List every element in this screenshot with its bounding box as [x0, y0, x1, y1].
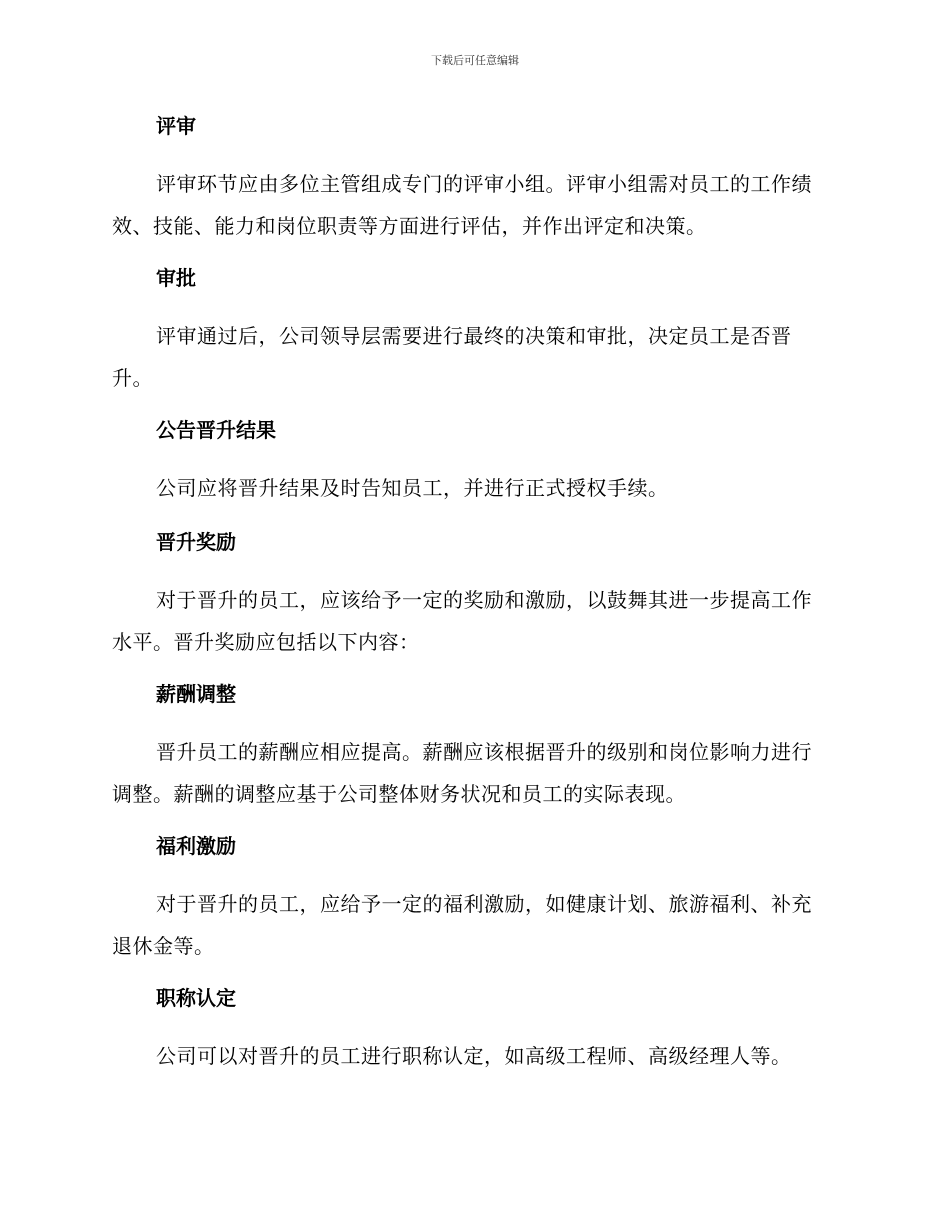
section-heading-title-certification: 职称认定 — [156, 986, 236, 1010]
section-heading-approval: 审批 — [156, 266, 196, 290]
section-heading-salary-adjustment: 薪酬调整 — [156, 682, 236, 706]
section-paragraph-review: 评审环节应由多位主管组成专门的评审小组。评审小组需对员工的工作绩效、技能、能力和岗位职责等方面进行评估，并作出评定和决策。 — [112, 172, 812, 238]
section-heading-promotion-rewards: 晋升奖励 — [156, 530, 236, 554]
section-paragraph-title-certification: 公司可以对晋升的员工进行职称认定，如高级工程师、高级经理人等。 — [156, 1044, 792, 1068]
section-paragraph-promotion-rewards: 对于晋升的员工，应该给予一定的奖励和激励，以鼓舞其进一步提高工作水平。晋升奖励应包括以下内容： — [112, 588, 812, 654]
section-paragraph-welfare-incentives: 对于晋升的员工，应给予一定的福利激励，如健康计划、旅游福利、补充退休金等。 — [112, 892, 812, 958]
document-body — [112, 107, 832, 1091]
page-header-note: 下载后可任意编辑 — [431, 54, 519, 67]
section-heading-welfare-incentives: 福利激励 — [156, 834, 236, 858]
section-paragraph-approval: 评审通过后，公司领导层需要进行最终的决策和审批，决定员工是否晋升。 — [112, 324, 792, 390]
section-paragraph-announce-results: 公司应将晋升结果及时告知员工，并进行正式授权手续。 — [156, 476, 669, 500]
section-heading-announce-results: 公告晋升结果 — [156, 418, 276, 442]
section-paragraph-salary-adjustment: 晋升员工的薪酬应相应提高。薪酬应该根据晋升的级别和岗位影响力进行调整。薪酬的调整应基于公司整体财务状况和员工的实际表现。 — [112, 740, 812, 806]
section-heading-review: 评审 — [156, 114, 196, 138]
